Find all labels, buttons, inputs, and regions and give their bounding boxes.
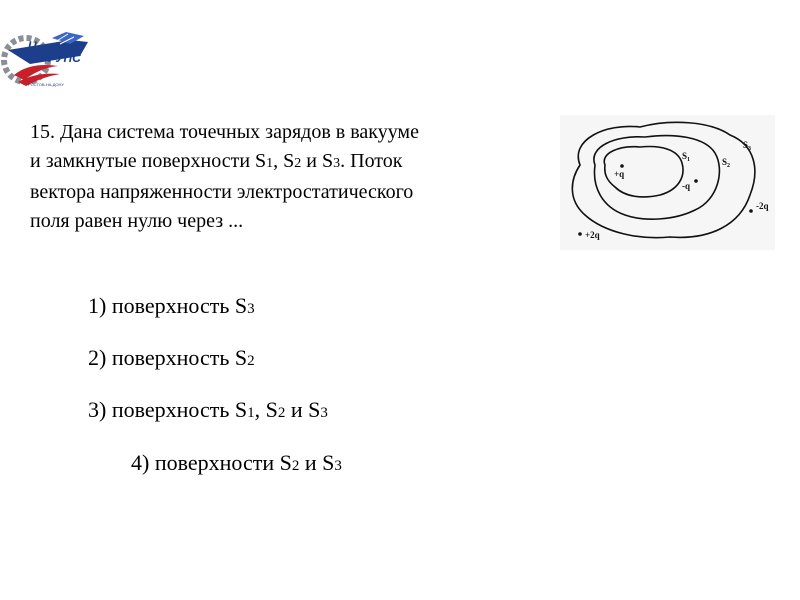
label-s1: $S_1$ (682, 151, 691, 163)
surfaces-diagram-svg (560, 115, 775, 250)
answer-1-subscript: 3 (247, 301, 255, 317)
answer-3-mid2: и S (285, 397, 321, 422)
question-s2-subscript: 2 (294, 156, 302, 171)
question-line-2 (30, 147, 550, 178)
answer-option-4[interactable] (131, 450, 342, 479)
logo-emblem-icon (0, 20, 95, 100)
answer-3-mid1: , S (254, 397, 278, 422)
question-line-2-sep1: , S (273, 150, 295, 172)
question-line-2-suffix: . Поток (340, 150, 403, 172)
charge-plus-q-label: +q (614, 169, 625, 179)
answer-option-1[interactable] (88, 293, 255, 322)
surface-s3-contour (572, 122, 754, 237)
surfaces-diagram (560, 115, 775, 250)
answer-2-text: 2) поверхность S (88, 345, 248, 370)
charge-minus-2q-dot (749, 209, 753, 213)
question-line-2-prefix: и замкнутые поверхности S (30, 150, 267, 172)
label-s2: $S_2$ (722, 157, 731, 169)
logo-letter: U (28, 39, 37, 53)
answer-4-text: 4) поверхности S (131, 450, 292, 475)
answer-3-sub1: 1 (247, 405, 255, 421)
answer-4-sub2: 3 (334, 458, 342, 474)
answer-option-3[interactable] (88, 397, 328, 426)
answer-4-sub1: 2 (291, 458, 300, 474)
charge-plus-2q-label: +2q (585, 230, 600, 240)
question-line-1: 15. Дана система точечных зарядов в вакууме (30, 121, 419, 143)
logo-name: РГУПС (40, 51, 81, 65)
university-logo (0, 20, 95, 100)
question-line-2-sep2: и S (301, 150, 334, 172)
surface-s2-contour (594, 136, 720, 220)
answer-2-subscript: 2 (247, 353, 255, 369)
answer-4-mid1: и S (299, 450, 335, 475)
charge-minus-2q-label: -2q (756, 201, 769, 211)
question-s3-subscript: 3 (333, 156, 341, 171)
answer-option-2[interactable] (88, 345, 255, 374)
charge-minus-q-label: -q (682, 181, 691, 191)
answer-3-text: 3) поверхность S (88, 397, 248, 422)
answer-3-sub2: 2 (277, 405, 286, 421)
answer-1-text: 1) поверхность S (88, 293, 248, 318)
answer-3-sub3: 3 (320, 405, 328, 421)
question-line-3: вектора напряженности электростатического (30, 181, 414, 203)
question-line-4: поля равен нулю через ... (30, 210, 244, 232)
charge-plus-q-dot (620, 164, 624, 168)
charge-minus-q-dot (694, 179, 698, 183)
label-s3: $S_3$ (743, 140, 752, 152)
question-s1-subscript: 1 (266, 156, 274, 171)
charge-plus-2q-dot (578, 232, 582, 236)
question-text (30, 118, 550, 236)
logo-caption: РОСТОВ-НА-ДОНУ (28, 82, 64, 87)
